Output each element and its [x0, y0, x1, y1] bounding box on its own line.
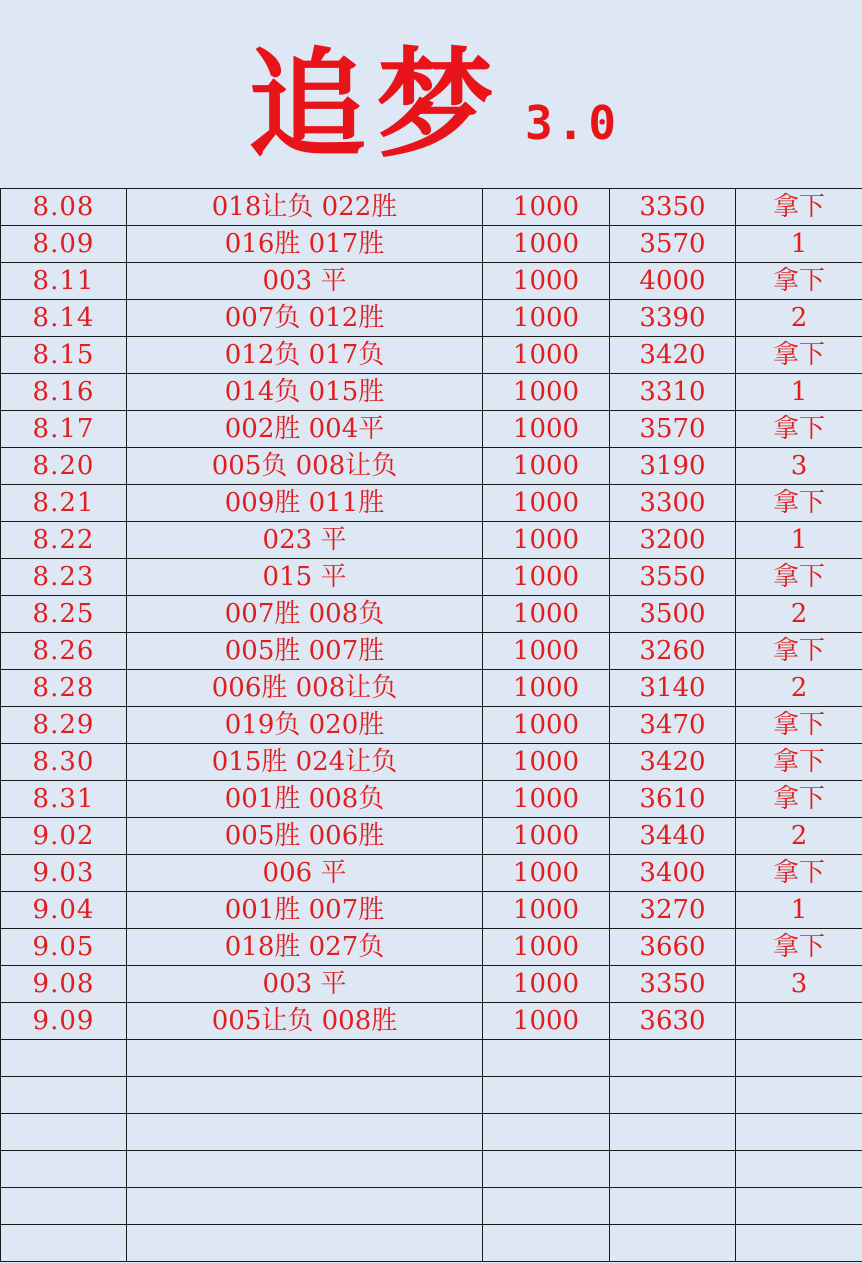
result-cell[interactable]: 拿下 — [736, 263, 862, 300]
stake-cell[interactable]: 1000 — [483, 1003, 610, 1040]
picks-cell[interactable]: 005胜 007胜 — [127, 633, 483, 670]
amount-cell[interactable]: 3440 — [610, 818, 736, 855]
date-cell[interactable]: 8.29 — [1, 707, 127, 744]
amount-cell[interactable]: 3140 — [610, 670, 736, 707]
date-cell[interactable]: 8.25 — [1, 596, 127, 633]
stake-cell[interactable] — [483, 1040, 610, 1077]
amount-cell[interactable] — [610, 1225, 736, 1262]
amount-cell[interactable]: 3420 — [610, 337, 736, 374]
stake-cell[interactable]: 1000 — [483, 374, 610, 411]
stake-cell[interactable]: 1000 — [483, 707, 610, 744]
stake-cell[interactable] — [483, 1151, 610, 1188]
stake-cell[interactable]: 1000 — [483, 670, 610, 707]
picks-cell[interactable]: 007胜 008负 — [127, 596, 483, 633]
result-cell[interactable] — [736, 1003, 862, 1040]
result-cell[interactable]: 拿下 — [736, 929, 862, 966]
picks-cell[interactable]: 003 平 — [127, 263, 483, 300]
picks-cell[interactable]: 006 平 — [127, 855, 483, 892]
amount-cell[interactable]: 3400 — [610, 855, 736, 892]
picks-cell[interactable] — [127, 1225, 483, 1262]
picks-cell[interactable]: 006胜 008让负 — [127, 670, 483, 707]
amount-cell[interactable]: 3350 — [610, 966, 736, 1003]
date-cell[interactable]: 9.09 — [1, 1003, 127, 1040]
table-row — [1, 596, 862, 633]
amount-cell[interactable]: 3350 — [610, 189, 736, 226]
amount-cell[interactable]: 4000 — [610, 263, 736, 300]
date-cell[interactable]: 9.05 — [1, 929, 127, 966]
picks-cell[interactable]: 019负 020胜 — [127, 707, 483, 744]
date-cell[interactable]: 8.14 — [1, 300, 127, 337]
stake-cell[interactable]: 1000 — [483, 337, 610, 374]
picks-cell[interactable] — [127, 1040, 483, 1077]
amount-cell[interactable]: 3270 — [610, 892, 736, 929]
table-row — [1, 1040, 862, 1077]
amount-cell[interactable]: 3570 — [610, 226, 736, 263]
date-cell[interactable]: 8.20 — [1, 448, 127, 485]
result-cell[interactable]: 拿下 — [736, 633, 862, 670]
date-cell[interactable] — [1, 1188, 127, 1225]
result-cell[interactable] — [736, 1225, 862, 1262]
date-cell[interactable]: 8.16 — [1, 374, 127, 411]
picks-cell[interactable]: 015胜 024让负 — [127, 744, 483, 781]
stake-cell[interactable]: 1000 — [483, 485, 610, 522]
date-cell[interactable] — [1, 1225, 127, 1262]
picks-cell[interactable]: 023 平 — [127, 522, 483, 559]
version-label: 3.0 — [525, 96, 621, 150]
result-cell[interactable]: 2 — [736, 596, 862, 633]
stake-cell[interactable]: 1000 — [483, 818, 610, 855]
stake-cell[interactable]: 1000 — [483, 744, 610, 781]
stake-cell[interactable] — [483, 1077, 610, 1114]
date-cell[interactable]: 8.21 — [1, 485, 127, 522]
result-cell[interactable]: 1 — [736, 892, 862, 929]
picks-cell[interactable] — [127, 1114, 483, 1151]
result-cell[interactable]: 拿下 — [736, 485, 862, 522]
stake-cell[interactable] — [483, 1225, 610, 1262]
date-cell[interactable]: 8.09 — [1, 226, 127, 263]
table-row — [1, 781, 862, 818]
result-cell[interactable]: 1 — [736, 522, 862, 559]
picks-cell[interactable]: 001胜 007胜 — [127, 892, 483, 929]
stake-cell[interactable]: 1000 — [483, 855, 610, 892]
result-cell[interactable]: 拿下 — [736, 855, 862, 892]
table-row — [1, 226, 862, 263]
amount-cell[interactable] — [610, 1188, 736, 1225]
result-cell[interactable]: 拿下 — [736, 559, 862, 596]
table-row — [1, 633, 862, 670]
amount-cell[interactable] — [610, 1077, 736, 1114]
result-cell[interactable]: 1 — [736, 374, 862, 411]
picks-cell[interactable]: 016胜 017胜 — [127, 226, 483, 263]
date-cell[interactable]: 8.23 — [1, 559, 127, 596]
amount-cell[interactable]: 3660 — [610, 929, 736, 966]
amount-cell[interactable] — [610, 1114, 736, 1151]
table-row — [1, 263, 862, 300]
picks-cell[interactable]: 014负 015胜 — [127, 374, 483, 411]
table-row — [1, 744, 862, 781]
result-cell[interactable]: 3 — [736, 448, 862, 485]
result-cell[interactable] — [736, 1114, 862, 1151]
table-row — [1, 485, 862, 522]
result-cell[interactable]: 2 — [736, 818, 862, 855]
title-banner — [0, 0, 862, 188]
amount-cell[interactable]: 3470 — [610, 707, 736, 744]
table-row — [1, 707, 862, 744]
result-cell[interactable] — [736, 1077, 862, 1114]
table-row — [1, 189, 862, 226]
picks-cell[interactable]: 005胜 006胜 — [127, 818, 483, 855]
table-row — [1, 300, 862, 337]
picks-cell[interactable]: 012负 017负 — [127, 337, 483, 374]
date-cell[interactable]: 9.02 — [1, 818, 127, 855]
picks-cell[interactable]: 018胜 027负 — [127, 929, 483, 966]
table-row — [1, 1003, 862, 1040]
result-cell[interactable]: 2 — [736, 300, 862, 337]
page-title: 追梦 — [248, 35, 505, 174]
picks-cell[interactable] — [127, 1077, 483, 1114]
amount-cell[interactable]: 3500 — [610, 596, 736, 633]
result-cell[interactable]: 拿下 — [736, 189, 862, 226]
records-table-body — [1, 189, 862, 1262]
amount-cell[interactable]: 3630 — [610, 1003, 736, 1040]
date-cell[interactable]: 8.08 — [1, 189, 127, 226]
stake-cell[interactable]: 1000 — [483, 226, 610, 263]
stake-cell[interactable] — [483, 1114, 610, 1151]
stake-cell[interactable]: 1000 — [483, 300, 610, 337]
stake-cell[interactable]: 1000 — [483, 522, 610, 559]
picks-cell[interactable] — [127, 1151, 483, 1188]
amount-cell[interactable]: 3300 — [610, 485, 736, 522]
table-row — [1, 559, 862, 596]
result-cell[interactable]: 1 — [736, 226, 862, 263]
date-cell[interactable]: 8.11 — [1, 263, 127, 300]
amount-cell[interactable] — [610, 1151, 736, 1188]
picks-cell[interactable] — [127, 1188, 483, 1225]
picks-cell[interactable]: 009胜 011胜 — [127, 485, 483, 522]
stake-cell[interactable]: 1000 — [483, 411, 610, 448]
picks-cell[interactable]: 002胜 004平 — [127, 411, 483, 448]
amount-cell[interactable]: 3550 — [610, 559, 736, 596]
result-cell[interactable]: 拿下 — [736, 781, 862, 818]
records-table — [0, 188, 862, 1262]
date-cell[interactable] — [1, 1040, 127, 1077]
result-cell[interactable] — [736, 1151, 862, 1188]
date-cell[interactable] — [1, 1151, 127, 1188]
stake-cell[interactable]: 1000 — [483, 448, 610, 485]
date-cell[interactable]: 9.03 — [1, 855, 127, 892]
stake-cell[interactable]: 1000 — [483, 189, 610, 226]
table-row — [1, 1188, 862, 1225]
stake-cell[interactable]: 1000 — [483, 263, 610, 300]
picks-cell[interactable]: 018让负 022胜 — [127, 189, 483, 226]
amount-cell[interactable]: 3310 — [610, 374, 736, 411]
table-row — [1, 1114, 862, 1151]
result-cell[interactable]: 3 — [736, 966, 862, 1003]
amount-cell[interactable]: 3200 — [610, 522, 736, 559]
table-row — [1, 1151, 862, 1188]
picks-cell[interactable]: 007负 012胜 — [127, 300, 483, 337]
amount-cell[interactable]: 3190 — [610, 448, 736, 485]
table-row — [1, 929, 862, 966]
picks-cell[interactable]: 005负 008让负 — [127, 448, 483, 485]
stake-cell[interactable]: 1000 — [483, 633, 610, 670]
stake-cell[interactable]: 1000 — [483, 929, 610, 966]
date-cell[interactable]: 8.15 — [1, 337, 127, 374]
stake-cell[interactable]: 1000 — [483, 781, 610, 818]
picks-cell[interactable]: 001胜 008负 — [127, 781, 483, 818]
table-row — [1, 337, 862, 374]
result-cell[interactable] — [736, 1040, 862, 1077]
date-cell[interactable]: 8.30 — [1, 744, 127, 781]
table-row — [1, 818, 862, 855]
table-row — [1, 1077, 862, 1114]
result-cell[interactable]: 拿下 — [736, 707, 862, 744]
table-row — [1, 670, 862, 707]
stake-cell[interactable]: 1000 — [483, 966, 610, 1003]
date-cell[interactable]: 8.26 — [1, 633, 127, 670]
table-row — [1, 411, 862, 448]
table-row — [1, 522, 862, 559]
result-cell[interactable]: 拿下 — [736, 411, 862, 448]
amount-cell[interactable]: 3610 — [610, 781, 736, 818]
stake-cell[interactable] — [483, 1188, 610, 1225]
date-cell[interactable]: 8.17 — [1, 411, 127, 448]
stake-cell[interactable]: 1000 — [483, 892, 610, 929]
result-cell[interactable]: 2 — [736, 670, 862, 707]
amount-cell[interactable]: 3390 — [610, 300, 736, 337]
date-cell[interactable]: 8.31 — [1, 781, 127, 818]
table-row — [1, 855, 862, 892]
table-row — [1, 374, 862, 411]
date-cell[interactable]: 9.08 — [1, 966, 127, 1003]
amount-cell[interactable]: 3260 — [610, 633, 736, 670]
result-cell[interactable] — [736, 1188, 862, 1225]
date-cell[interactable]: 8.28 — [1, 670, 127, 707]
table-row — [1, 448, 862, 485]
table-row — [1, 966, 862, 1003]
table-row — [1, 1225, 862, 1262]
amount-cell[interactable]: 3570 — [610, 411, 736, 448]
date-cell[interactable]: 8.22 — [1, 522, 127, 559]
amount-cell[interactable]: 3420 — [610, 744, 736, 781]
date-cell[interactable]: 9.04 — [1, 892, 127, 929]
stake-cell[interactable]: 1000 — [483, 596, 610, 633]
result-cell[interactable]: 拿下 — [736, 337, 862, 374]
picks-cell[interactable]: 003 平 — [127, 966, 483, 1003]
amount-cell[interactable] — [610, 1040, 736, 1077]
date-cell[interactable] — [1, 1077, 127, 1114]
table-row — [1, 892, 862, 929]
result-cell[interactable]: 拿下 — [736, 744, 862, 781]
stake-cell[interactable]: 1000 — [483, 559, 610, 596]
picks-cell[interactable]: 005让负 008胜 — [127, 1003, 483, 1040]
date-cell[interactable] — [1, 1114, 127, 1151]
picks-cell[interactable]: 015 平 — [127, 559, 483, 596]
